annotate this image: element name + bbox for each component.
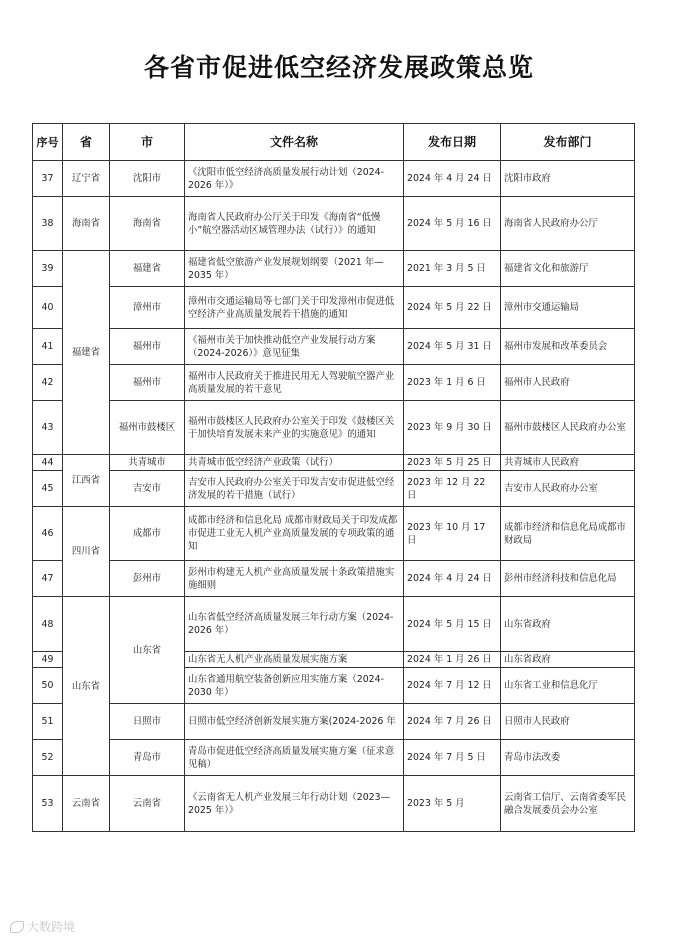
row-date: 2024 年 7 月 12 日 — [404, 668, 501, 704]
row-document: 青岛市促进低空经济高质量发展实施方案（征求意见稿） — [185, 740, 404, 776]
table-row — [33, 471, 635, 507]
row-city: 沈阳市 — [110, 161, 185, 197]
row-no: 49 — [33, 652, 63, 668]
row-city: 福州市 — [110, 329, 185, 365]
row-date: 2023 年 5 月 — [404, 776, 501, 832]
header-no: 序号 — [33, 124, 63, 161]
row-province: 江西省 — [63, 455, 110, 507]
row-city: 福州市 — [110, 365, 185, 401]
table-row — [33, 401, 635, 455]
row-city: 成都市 — [110, 507, 185, 561]
table-row — [33, 561, 635, 597]
row-province: 云南省 — [63, 776, 110, 832]
row-date: 2021 年 3 月 5 日 — [404, 251, 501, 287]
row-city: 共青城市 — [110, 455, 185, 471]
row-dept: 福州市鼓楼区人民政府办公室 — [501, 401, 635, 455]
row-date: 2023 年 5 月 25 日 — [404, 455, 501, 471]
table-row — [33, 740, 635, 776]
row-dept: 沈阳市政府 — [501, 161, 635, 197]
row-document: 彭州市构建无人机产业高质量发展十条政策措施实施细则 — [185, 561, 404, 597]
row-province: 辽宁省 — [63, 161, 110, 197]
row-date: 2024 年 5 月 15 日 — [404, 597, 501, 652]
header-dept: 发布部门 — [501, 124, 635, 161]
row-no: 50 — [33, 668, 63, 704]
row-dept: 彭州市经济科技和信息化局 — [501, 561, 635, 597]
row-no: 38 — [33, 197, 63, 251]
row-document: 日照市低空经济创新发展实施方案(2024-2026 年 — [185, 704, 404, 740]
row-dept: 日照市人民政府 — [501, 704, 635, 740]
row-date: 2024 年 4 月 24 日 — [404, 161, 501, 197]
row-no: 45 — [33, 471, 63, 507]
header-document: 文件名称 — [185, 124, 404, 161]
row-dept: 成都市经济和信息化局成都市财政局 — [501, 507, 635, 561]
row-no: 52 — [33, 740, 63, 776]
row-document: 《沈阳市低空经济高质量发展行动计划（2024-2026 年）》 — [185, 161, 404, 197]
table-row — [33, 455, 635, 471]
table-row — [33, 161, 635, 197]
row-date: 2024 年 7 月 26 日 — [404, 704, 501, 740]
table-row — [33, 365, 635, 401]
row-no: 46 — [33, 507, 63, 561]
row-no: 37 — [33, 161, 63, 197]
row-date: 2024 年 5 月 22 日 — [404, 287, 501, 329]
row-document: 漳州市交通运输局等七部门关于印发漳州市促进低空经济产业高质量发展若干措施的通知 — [185, 287, 404, 329]
row-city: 日照市 — [110, 704, 185, 740]
row-no: 40 — [33, 287, 63, 329]
logo-icon — [10, 921, 24, 933]
row-no: 42 — [33, 365, 63, 401]
row-date: 2023 年 9 月 30 日 — [404, 401, 501, 455]
row-dept: 吉安市人民政府办公室 — [501, 471, 635, 507]
row-dept: 山东省政府 — [501, 652, 635, 668]
row-dept: 共青城市人民政府 — [501, 455, 635, 471]
row-document: 成都市经济和信息化局 成都市财政局关于印发成都市促进工业无人机产业高质量发展的专项政策的通知 — [185, 507, 404, 561]
row-document: 共青城市低空经济产业政策（试行） — [185, 455, 404, 471]
table-row — [33, 597, 635, 652]
row-dept: 福建省文化和旅游厅 — [501, 251, 635, 287]
row-document: 《云南省无人机产业发展三年行动计划（2023—2025 年）》 — [185, 776, 404, 832]
row-province: 福建省 — [63, 251, 110, 455]
row-document: 海南省人民政府办公厅关于印发《海南省“低慢小”航空器活动区域管理办法（试行）》的通知 — [185, 197, 404, 251]
table-row — [33, 704, 635, 740]
row-no: 51 — [33, 704, 63, 740]
row-date: 2023 年 12 月 22 日 — [404, 471, 501, 507]
row-dept: 云南省工信厅、云南省委军民融合发展委员会办公室 — [501, 776, 635, 832]
row-document: 福建省低空旅游产业发展规划纲要（2021 年—2035 年） — [185, 251, 404, 287]
row-city: 吉安市 — [110, 471, 185, 507]
row-city: 漳州市 — [110, 287, 185, 329]
row-city: 海南省 — [110, 197, 185, 251]
policy-table — [32, 123, 635, 832]
row-city: 云南省 — [110, 776, 185, 832]
watermark-text: 大数跨境 — [27, 920, 76, 934]
row-document: 《福州市关于加快推动低空产业发展行动方案（2024-2026）》意见征集 — [185, 329, 404, 365]
row-date: 2024 年 1 月 26 日 — [404, 652, 501, 668]
row-province: 山东省 — [63, 597, 110, 776]
row-document: 山东省无人机产业高质量发展实施方案 — [185, 652, 404, 668]
row-dept: 海南省人民政府办公厅 — [501, 197, 635, 251]
row-document: 山东省低空经济高质量发展三年行动方案（2024-2026 年） — [185, 597, 404, 652]
row-date: 2024 年 5 月 16 日 — [404, 197, 501, 251]
header-date: 发布日期 — [404, 124, 501, 161]
table-row — [33, 507, 635, 561]
row-document: 吉安市人民政府办公室关于印发吉安市促进低空经济发展的若干措施（试行） — [185, 471, 404, 507]
row-city: 彭州市 — [110, 561, 185, 597]
row-no: 39 — [33, 251, 63, 287]
row-dept: 青岛市法改委 — [501, 740, 635, 776]
table-header-row — [33, 124, 635, 161]
header-city: 市 — [110, 124, 185, 161]
row-city: 青岛市 — [110, 740, 185, 776]
table-row — [33, 329, 635, 365]
row-province: 四川省 — [63, 507, 110, 597]
watermark-logo — [10, 918, 75, 935]
row-dept: 山东省政府 — [501, 597, 635, 652]
table-row — [33, 251, 635, 287]
row-date: 2024 年 4 月 24 日 — [404, 561, 501, 597]
row-document: 福州市鼓楼区人民政府办公室关于印发《鼓楼区关于加快培育发展未来产业的实施意见》的通知 — [185, 401, 404, 455]
table-row — [33, 776, 635, 832]
row-no: 48 — [33, 597, 63, 652]
row-dept: 漳州市交通运输局 — [501, 287, 635, 329]
row-city: 福建省 — [110, 251, 185, 287]
row-dept: 福州市人民政府 — [501, 365, 635, 401]
row-no: 47 — [33, 561, 63, 597]
header-province: 省 — [63, 124, 110, 161]
table-row — [33, 287, 635, 329]
row-city: 山东省 — [110, 597, 185, 704]
row-no: 53 — [33, 776, 63, 832]
row-document: 山东省通用航空装备创新应用实施方案（2024-2030 年） — [185, 668, 404, 704]
row-no: 43 — [33, 401, 63, 455]
row-date: 2023 年 1 月 6 日 — [404, 365, 501, 401]
row-province: 海南省 — [63, 197, 110, 251]
row-no: 41 — [33, 329, 63, 365]
page-title: 各省市促进低空经济发展政策总览 — [143, 53, 534, 82]
row-dept: 山东省工业和信息化厅 — [501, 668, 635, 704]
table-row — [33, 197, 635, 251]
row-date: 2024 年 7 月 5 日 — [404, 740, 501, 776]
row-dept: 福州市发展和改革委员会 — [501, 329, 635, 365]
row-document: 福州市人民政府关于推进民用无人驾驶航空器产业高质量发展的若干意见 — [185, 365, 404, 401]
row-city: 福州市鼓楼区 — [110, 401, 185, 455]
row-no: 44 — [33, 455, 63, 471]
row-date: 2023 年 10 月 17 日 — [404, 507, 501, 561]
row-date: 2024 年 5 月 31 日 — [404, 329, 501, 365]
